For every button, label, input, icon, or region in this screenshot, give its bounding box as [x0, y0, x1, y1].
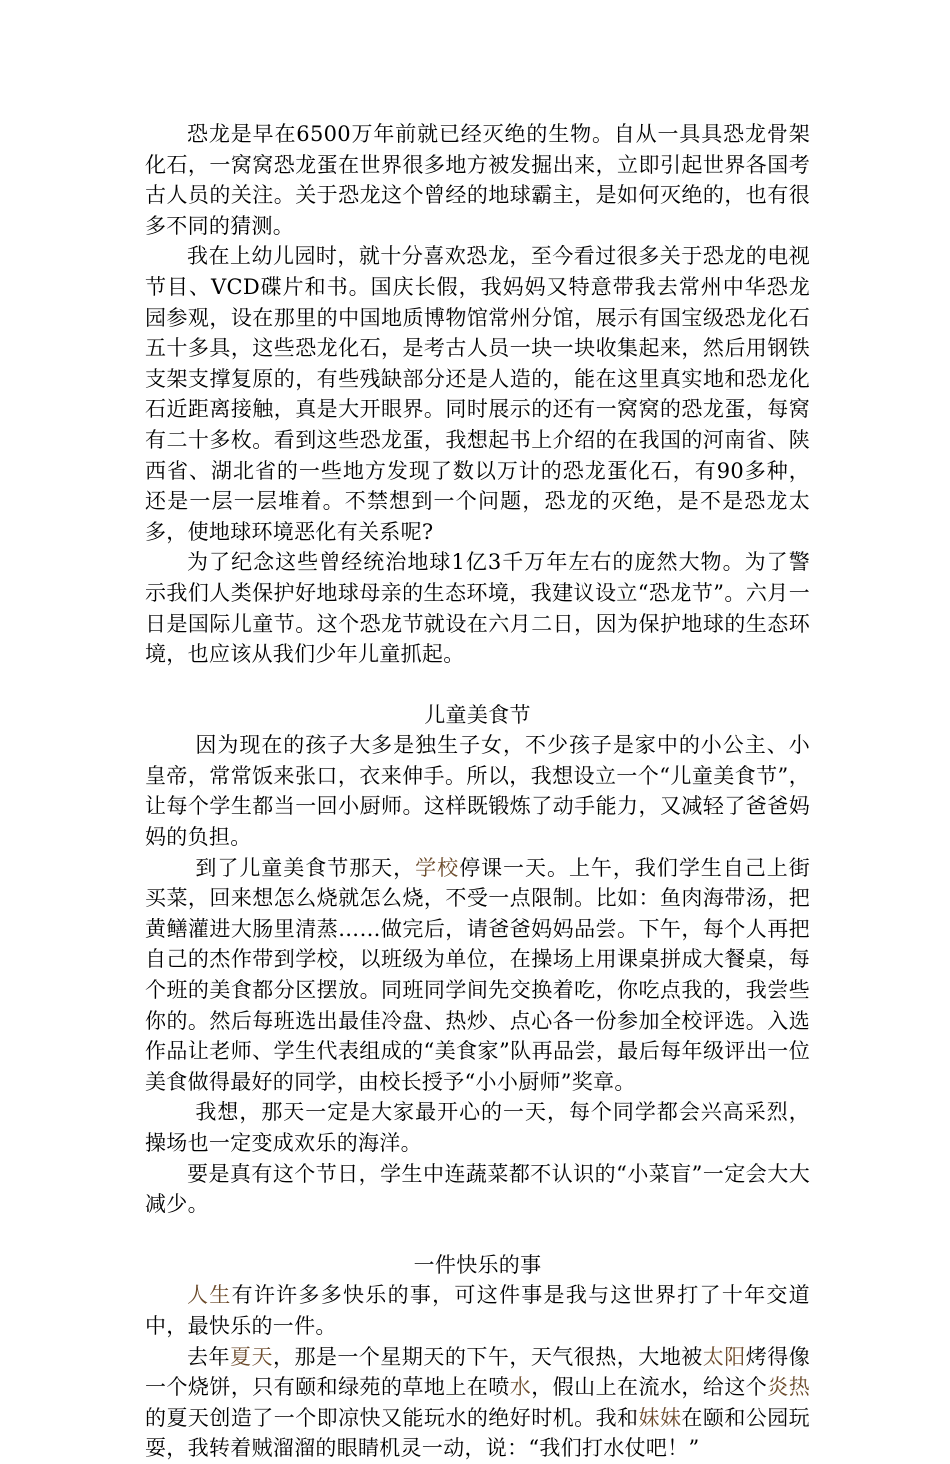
happy-thing-paragraph-2 — [145, 1342, 810, 1464]
dinosaur-paragraph-1: 恐龙是早在6500万年前就已经灭绝的生物。自从一具具恐龙骨架化石，一窝窝恐龙蛋在世界很多地方被发掘出来，立即引起世界各国考古人员的关注。关于恐龙这个曾经的地球霸主，是如何灭绝的，也有很多不同的猜测。 — [145, 122, 810, 238]
keyword-link-water[interactable]: 水 — [509, 1375, 532, 1400]
food-festival-paragraph-4: 要是真有这个节日，学生中连蔬菜都不认识的“小菜盲”一定会大大减少。 — [145, 1161, 810, 1217]
text-run: 烤得像一个烧饼，只有颐和绿苑的草地上在喷 — [145, 1344, 810, 1400]
keyword-link-sun[interactable]: 太阳 — [702, 1344, 746, 1369]
keyword-link-life[interactable]: 人生 — [187, 1283, 232, 1308]
section-spacer — [145, 1220, 810, 1250]
happy-thing-title: 一件快乐的事 — [413, 1252, 542, 1277]
keyword-link-school[interactable]: 学校 — [415, 855, 460, 880]
text-run: 有许许多多快乐的事，可这件事是我与这世界打了十年交道中，最快乐的一件。 — [145, 1283, 810, 1338]
happy-thing-paragraph-1 — [145, 1280, 810, 1341]
text-run: ，假山上在流水，给这个 — [531, 1375, 768, 1400]
text-run: 停课一天。上午，我们学生自己上街买菜，回来想怎么烧就怎么烧，不受一点限制。比如：鱼肉海带汤，把黄鳝灌进大肠里清蒸……做完后，请爸爸妈妈品尝。下午，每个人再把自己的杰作带到学校，以班级为单位，在操场上用课桌拼成大餐桌，每个班的美食都分区摆放。同班同学间先交换着吃，你吃点我的，我尝些你的。然后每班选出最佳冷盘、热炒、点心各一份参加全校评选。入选作品让老师、学生代表组成的“美食家”队再品尝，最后每年级评出一位美食做得最好的同学，由校长授予“小小厨师”奖章。 — [145, 855, 810, 1094]
dinosaur-paragraph-3: 为了纪念这些曾经统治地球1亿3千万年左右的庞然大物。为了警示我们人类保护好地球母亲的生态环境，我建议设立“恐龙节”。六月一日是国际儿童节。这个恐龙节就设在六月二日，因为保护地球的生态环境，也应该从我们少年儿童抓起。 — [145, 550, 810, 667]
text-run: 的夏天创造了一个即凉快又能玩水的绝好时机。我和 — [145, 1405, 639, 1430]
text-run: 去年 — [187, 1344, 230, 1369]
text-run: 在颐和公园玩耍，我转着贼溜溜的眼睛机灵一动，说：“我们打水仗吧！” — [145, 1405, 810, 1461]
keyword-link-sister[interactable]: 妹妹 — [638, 1405, 682, 1430]
food-festival-paragraph-1: 因为现在的孩子大多是独生子女，不少孩子是家中的小公主、小皇帝，常常饭来张口，衣来伸手。所以，我想设立一个“儿童美食节”，让每个学生都当一回小厨师。这样既锻炼了动手能力，又减轻了爸爸妈妈的负担。 — [145, 733, 810, 850]
text-run: ，那是一个星期天的下午，天气很热，大地被 — [272, 1344, 703, 1369]
document-page — [145, 119, 810, 1464]
food-festival-paragraph-3: 我想，那天一定是大家最开心的一天，每个同学都会兴高采烈，操场也一定变成欢乐的海洋。 — [145, 1100, 810, 1155]
food-festival-title: 儿童美食节 — [424, 702, 531, 727]
keyword-link-summer[interactable]: 夏天 — [229, 1344, 273, 1369]
keyword-link-hot[interactable]: 炎热 — [767, 1375, 810, 1400]
text-run: 到了儿童美食节那天， — [195, 855, 416, 880]
section-spacer — [145, 670, 810, 700]
food-festival-paragraph-2 — [145, 853, 810, 1098]
dinosaur-paragraph-2: 我在上幼儿园时，就十分喜欢恐龙，至今看过很多关于恐龙的电视节目、VCD碟片和书。国庆长假，我妈妈又特意带我去常州中华恐龙园参观，设在那里的中国地质博物馆常州分馆，展示有国宝级恐龙化石五十多具，这些恐龙化石，是考古人员一块一块收集起来，然后用钢铁支架支撑复原的，有些残缺部分还是人造的，能在这里真实地和恐龙化石近距离接触，真是大开眼界。同时展示的还有一窝窝的恐龙蛋，每窝有二十多枚。看到这些恐龙蛋，我想起书上介绍的在我国的河南省、陕西省、湖北省的一些地方发现了数以万计的恐龙蛋化石，有90多种，还是一层一层堆着。不禁想到一个问题，恐龙的灭绝，是不是恐龙太多，使地球环境恶化有关系呢? — [145, 244, 810, 544]
